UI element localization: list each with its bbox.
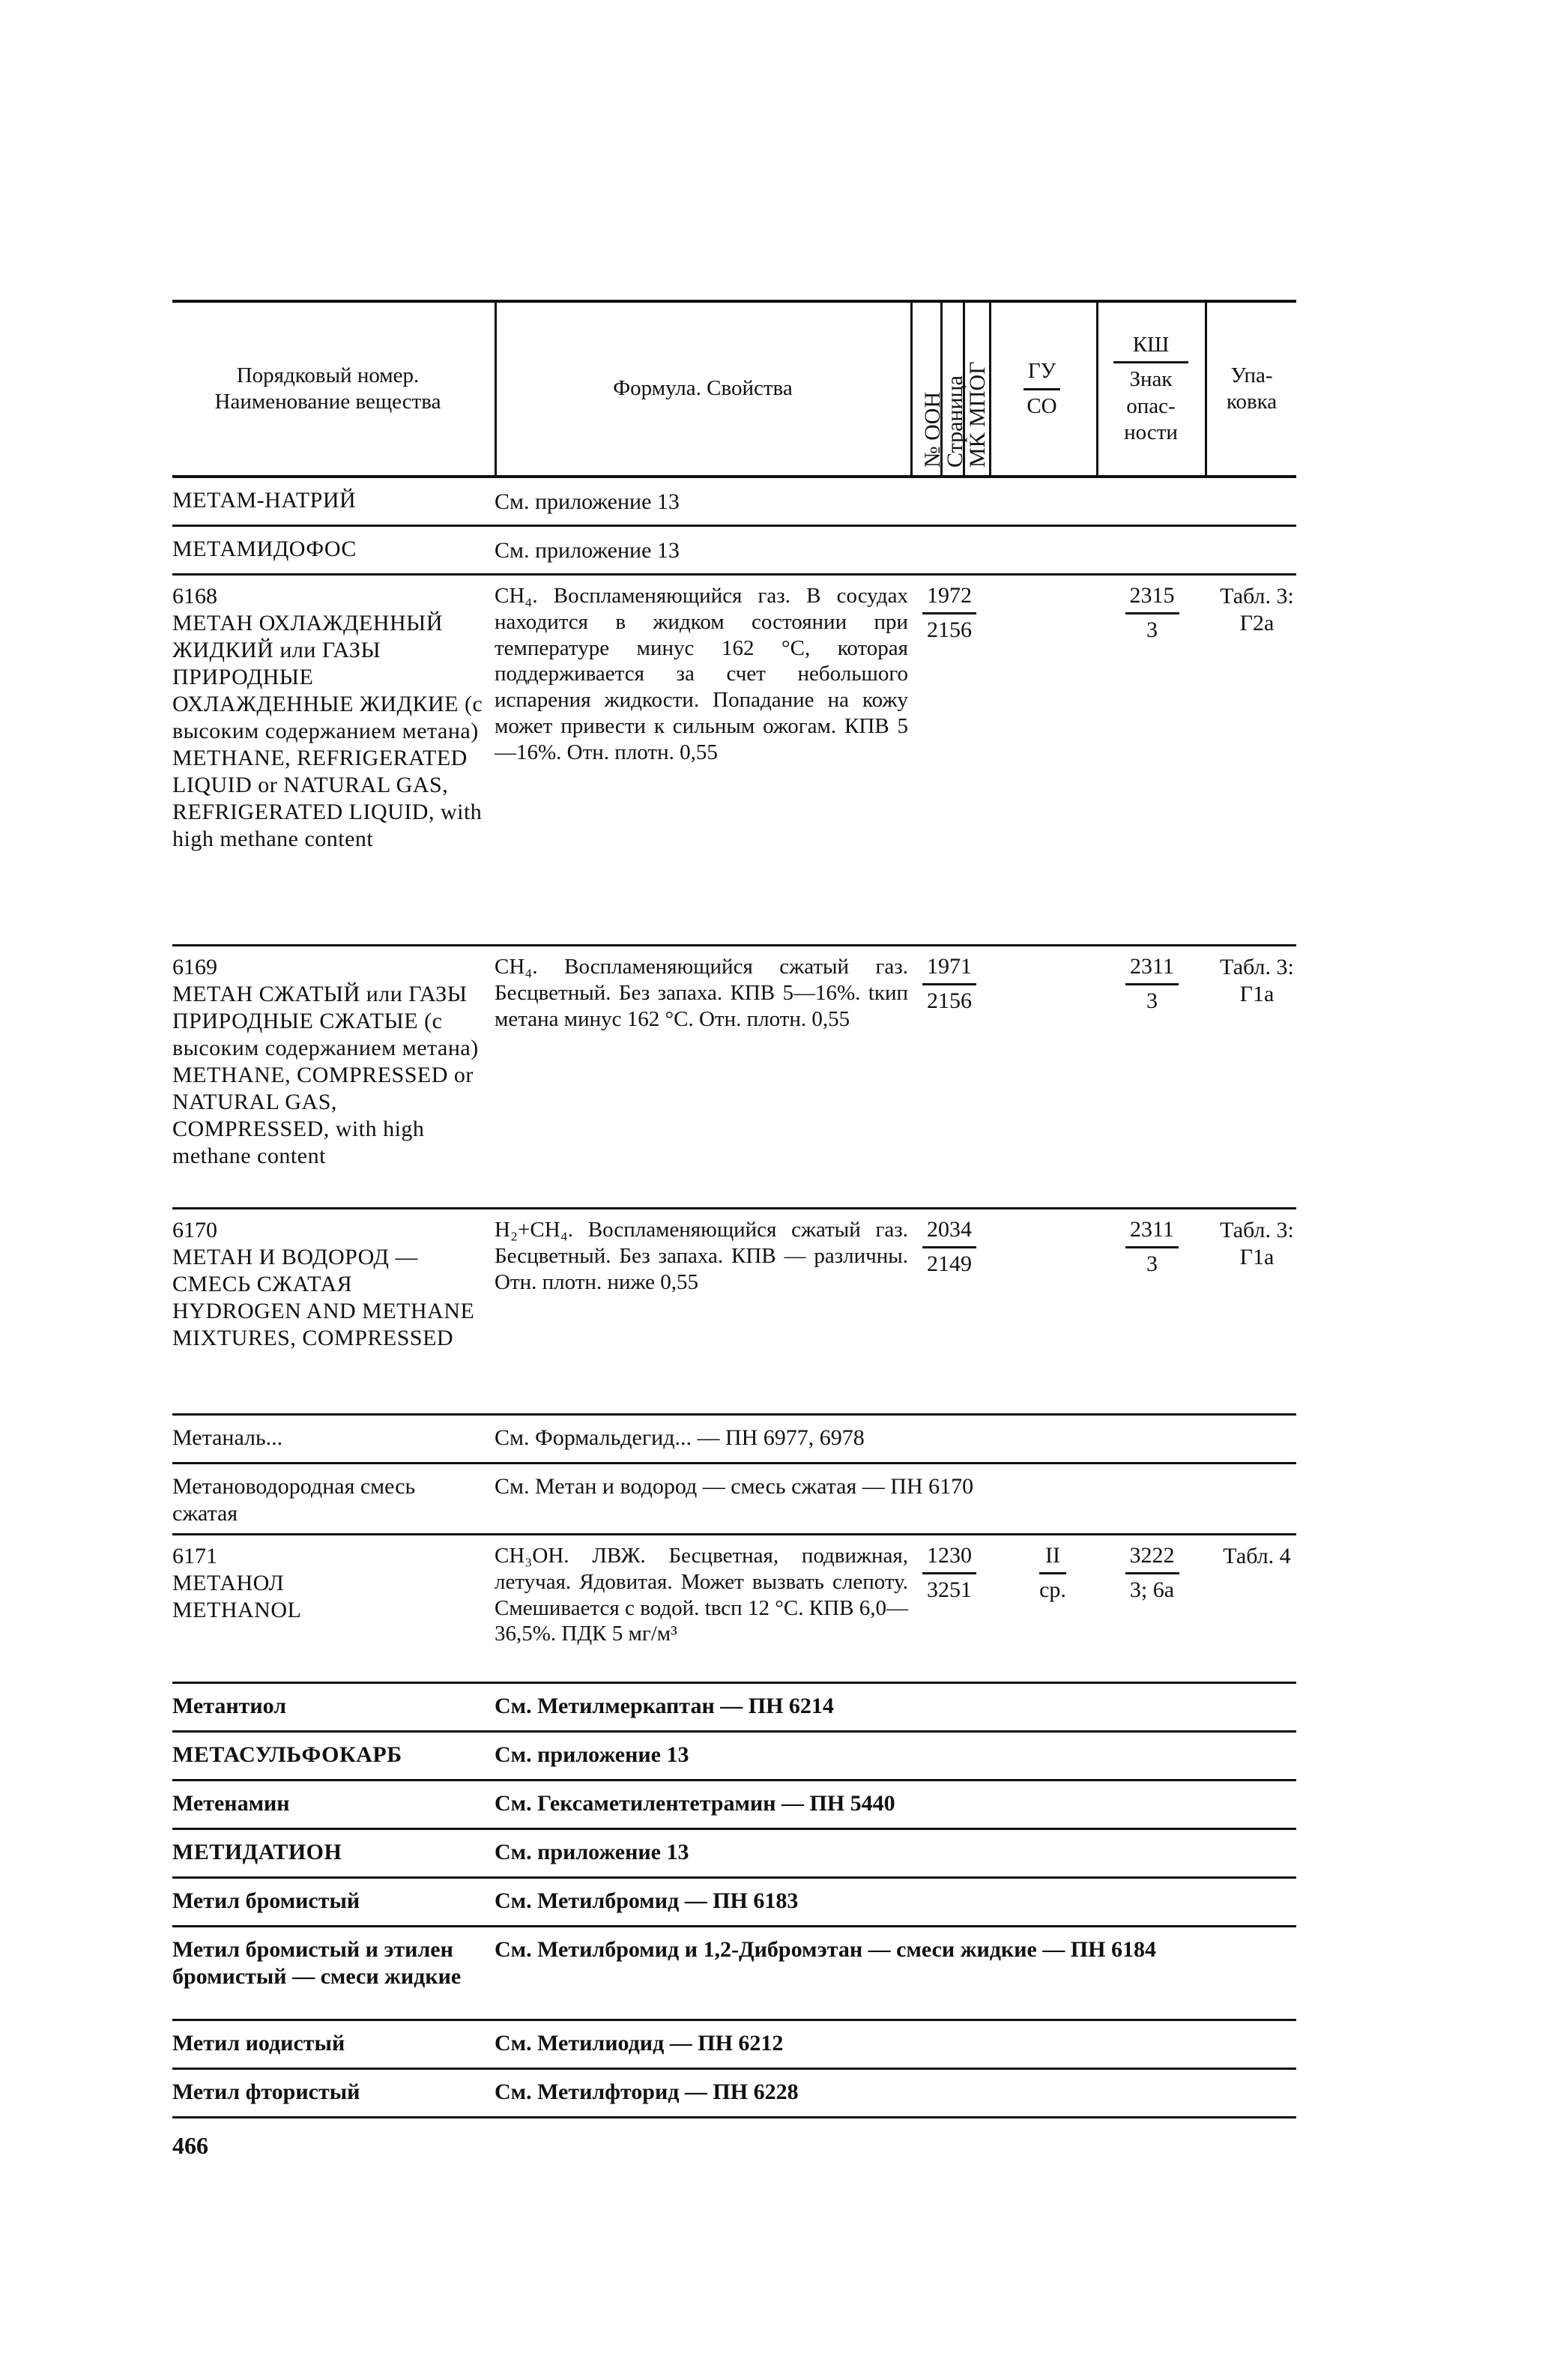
header-ksh: $\frac{КШ}{\text{Знак опас-ности}}$ [1098, 303, 1203, 475]
entry-number: 6168 [172, 584, 217, 608]
entry-props: H₂+CH₄. Воспламеняющийся сжатый газ. Бесцветный. Без запаха. КПВ — различны. Отн. плотн. ниже 0,55 [495, 1218, 908, 1294]
entry-ksh-sign: $\frac{3222}{3; 6а}$ [1094, 1543, 1210, 1603]
ref-name: Метенамин [172, 1791, 290, 1816]
ref-name: МЕТИДАТИОН [172, 1840, 342, 1864]
entry-name-cell [172, 1217, 483, 1352]
ref-see: См. приложение 13 [495, 538, 680, 563]
ref-name: Метаналь... [172, 1425, 283, 1450]
ref-name: Метантиол [172, 1694, 287, 1718]
entry-props: CH₄. Воспламеняющийся сжатый газ. Бесцветный. Без запаха. КПВ 5—16%. tкип метана минус 162 °С. Отн. плотн. 0,55 [495, 955, 908, 1031]
ref-name: МЕТАМ-НАТРИЙ [172, 488, 357, 513]
ref-name: Метил фтористый [172, 2080, 360, 2104]
table-row [172, 1416, 1296, 1464]
entry-un-page: $\frac{1971}{2156}$ [912, 954, 987, 1014]
ref-see: См. Метилиодид — ПН 6212 [495, 2031, 784, 2056]
entry-pack: Табл. 3: Г1а [1220, 1218, 1294, 1269]
table-row [172, 1209, 1296, 1416]
header-divider [940, 303, 943, 475]
ref-see: См. Метилфторид — ПН 6228 [495, 2080, 799, 2104]
entry-pack: Табл. 3: Г2а [1220, 584, 1294, 635]
entry-name-cell [172, 1543, 483, 1624]
header-rotated-group [913, 303, 988, 475]
table-row [172, 576, 1296, 946]
header-name: Порядковый номер. Наименование вещества [214, 363, 441, 414]
entry-name-cell [172, 954, 483, 1170]
ref-see: См. приложение 13 [495, 1742, 689, 1767]
ref-see: См. Метан и водород — смесь сжатая — ПН 6170 [495, 1474, 974, 1499]
header-gu-co: $\frac{ГУ}{СО}$ [991, 303, 1092, 475]
entry-name: МЕТАНОЛ METHANOL [172, 1571, 302, 1622]
entry-gu-co: $\frac{II}{ср.}$ [1039, 1543, 1066, 1602]
table-header [172, 300, 1296, 478]
table-row [172, 527, 1296, 576]
entry-ksh-sign: $\frac{2315}{3}$ [1094, 583, 1210, 643]
ref-see: См. приложение 13 [495, 1840, 689, 1864]
entry-un-page: $\frac{1230}{3251}$ [912, 1543, 987, 1603]
entry-props: CH₃OH. ЛВЖ. Бесцветная, подвижная, летучая. Ядовитая. Может вызвать слепоту. Смешивается с водой. tвсп 12 °С. КПВ 6,0—36,5%. ПДК 5 мг/м³ [495, 1544, 908, 1646]
header-page: Страница [943, 375, 967, 468]
substances-table [172, 300, 1296, 2118]
ref-name: Метановодородная смесь сжатая [172, 1474, 416, 1526]
table-row [172, 1535, 1296, 1684]
table-row [172, 1464, 1296, 1535]
header-pack: Упа-ковка [1226, 363, 1278, 414]
table-row [172, 2070, 1296, 2118]
ref-see: См. приложение 13 [495, 489, 680, 514]
entry-props: CH₄. Воспламеняющийся газ. В сосудах находится в жидком состоянии при температуре минус 162 °С, которая поддерживается за счет небольшого испарения жидкости. Попадание на кожу может привести к сильным ожогам. КПВ 5—16%. Отн. плотн. 0,55 [495, 584, 908, 764]
entry-number: 6170 [172, 1218, 217, 1242]
header-imdg: МК МПОГ [965, 361, 990, 468]
ref-name: Метил бромистый и этилен бромистый — смеси жидкие [172, 1937, 462, 1989]
ref-see: См. Метилмеркаптан — ПН 6214 [495, 1694, 834, 1718]
table-row [172, 1830, 1296, 1879]
entry-pack: Табл. 3: Г1а [1220, 955, 1294, 1006]
entry-name-cell [172, 583, 483, 853]
table-row [172, 2021, 1296, 2070]
table-row [172, 1781, 1296, 1830]
entry-un-page: $\frac{1972}{2156}$ [912, 583, 987, 643]
table-row [172, 478, 1296, 527]
table-row [172, 1733, 1296, 1781]
header-divider [963, 303, 965, 475]
ref-see: См. Метилбромид — ПН 6183 [495, 1888, 799, 1913]
ref-see: См. Метилбромид и 1,2-Дибромэтан — смеси жидкие — ПН 6184 [495, 1937, 1156, 1962]
ref-name: Метил иодистый [172, 2031, 345, 2056]
entry-pack: Табл. 4 [1223, 1544, 1291, 1568]
entry-name: МЕТАН И ВОДОРОД — СМЕСЬ СЖАТАЯ HYDROGEN AND METHANE MIXTURES, COMPRESSED [172, 1245, 475, 1350]
table-row [172, 1684, 1296, 1733]
entry-un-page: $\frac{2034}{2149}$ [912, 1217, 987, 1277]
entry-ksh-sign: $\frac{2311}{3}$ [1094, 1217, 1210, 1277]
entry-number: 6169 [172, 955, 217, 979]
ref-name: МЕТАСУЛЬФОКАРБ [172, 1742, 402, 1767]
entry-name: МЕТАН СЖАТЫЙ или ГАЗЫ ПРИРОДНЫЕ СЖАТЫЕ (с высоким содержанием метана) METHANE, COMPRESSED or NATURAL GAS, COMPRESSED, with high methane content [172, 982, 479, 1168]
table-row [172, 1879, 1296, 1927]
table-row [172, 946, 1296, 1209]
entry-name: МЕТАН ОХЛАЖДЕННЫЙ ЖИДКИЙ или ГАЗЫ ПРИРОДНЫЕ ОХЛАЖДЕННЫЕ ЖИДКИЕ (с высоким содержанием метана) METHANE, REFRIGERATED LIQUID or NATURAL GAS, REFRIGERATED LIQUID, with high methane content [172, 611, 483, 851]
header-formula: Формула. Свойства [613, 376, 793, 401]
entry-ksh-sign: $\frac{2311}{3}$ [1094, 954, 1210, 1014]
entry-number: 6171 [172, 1544, 217, 1568]
table-row [172, 1927, 1296, 2021]
header-un: № ООН [920, 391, 945, 468]
page-number: 466 [172, 2132, 208, 2159]
ref-see: См. Гексаметилентетрамин — ПН 5440 [495, 1791, 895, 1816]
ref-name: Метил бромистый [172, 1888, 360, 1913]
ref-see: См. Формальдегид... — ПН 6977, 6978 [495, 1425, 865, 1450]
ref-name: МЕТАМИДОФОС [172, 537, 357, 561]
